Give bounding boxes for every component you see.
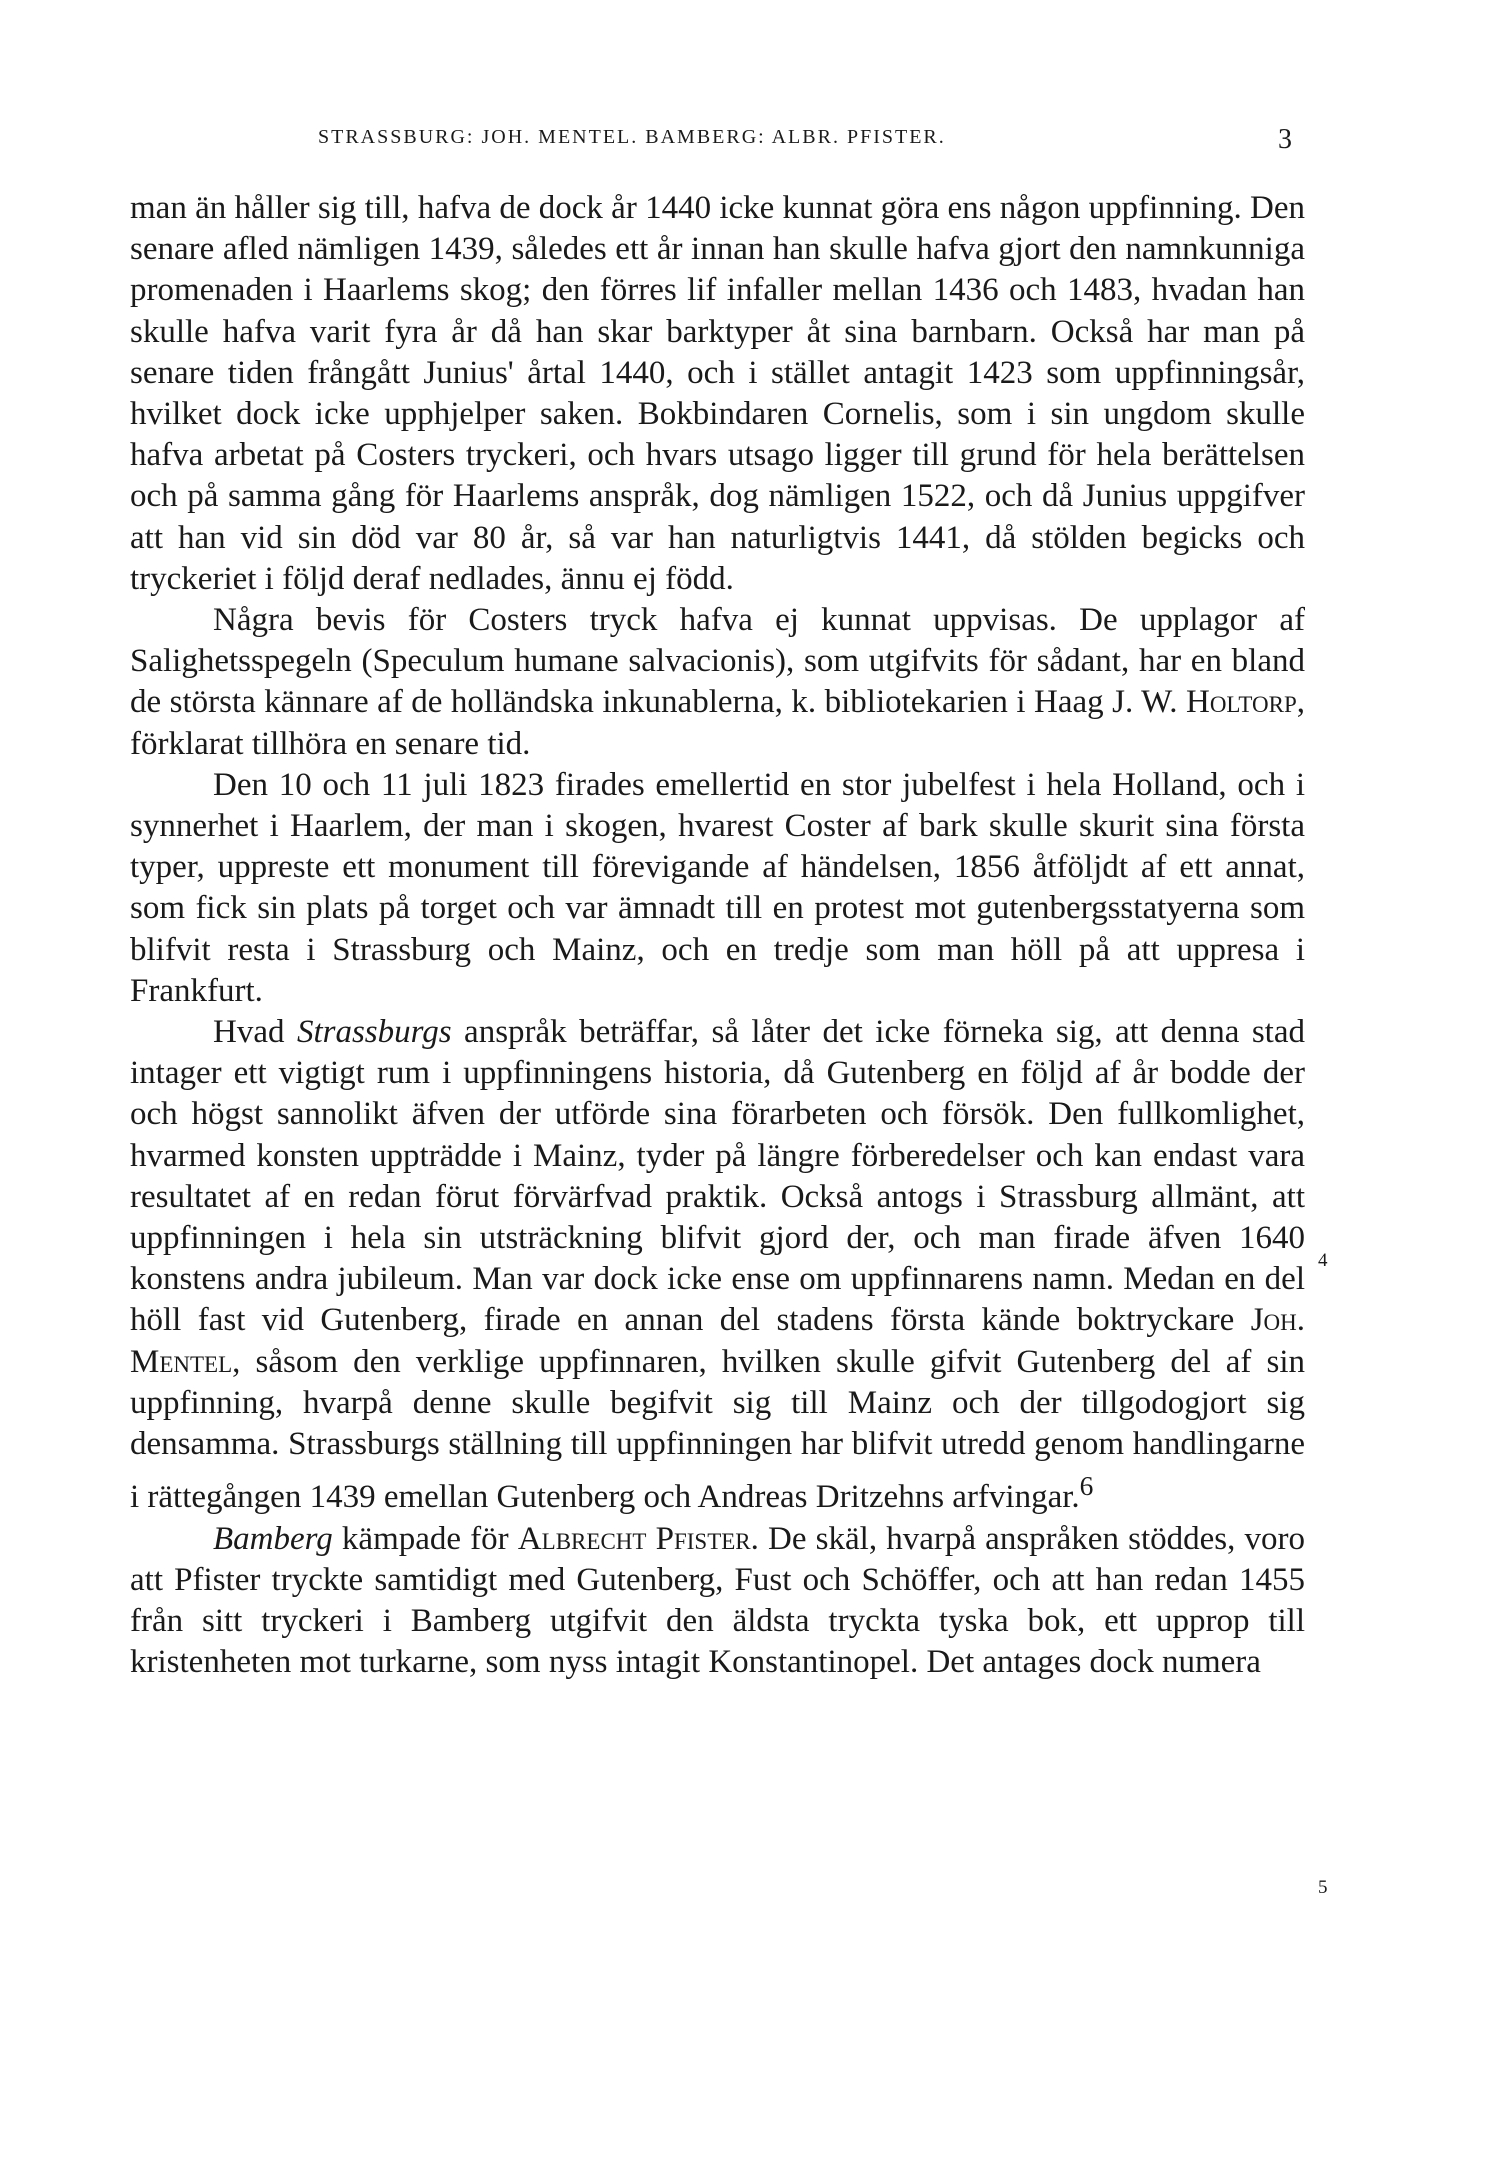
paragraph-3: Den 10 och 11 juli 1823 firades emellertid en stor jubelfest i hela Holland, och i synnerhet i Haarlem, der man i skogen, hvarest Coster af bark skulle skurit sina första typer, uppreste ett monument till förevigande af händelsen, 1856 åtföljdt af ett annat, som fick sin plats på torget och var ämnadt till en protest mot gutenbergsstatyerna som blifvit resta i Strassburg och Mainz, och en tredje som man höll på att uppresa i Frankfurt. [130,766,1305,1009]
running-head: STRASSBURG: JOH. MENTEL. BAMBERG: ALBR. PFISTER. [318,126,946,148]
paragraph-4-text-a: Hvad [213,1014,297,1051]
place-name-strassburgs: Strassburgs [296,1014,452,1051]
margin-note-5: 5 [1318,1877,1328,1898]
person-name-mentel: Joh. Mentel [130,1302,1305,1380]
paragraph-5-text-a: kämpade för [332,1520,518,1557]
place-name-bamberg: Bamberg [213,1520,333,1557]
page-number: 3 [1278,124,1292,155]
paragraph-5-text-b: . De skäl, hvarpå anspråken stöddes, voro att Pfister tryckte samtidigt med Gutenberg, Fust och Schöffer, och att han redan 1455 från sitt tryckeri i Bamberg utgifvit den äldsta tryckta tyska bok, ett upprop till kristenheten mot turkarne, som nyss intagit Konstantinopel. Det antages dock numera [130,1520,1305,1681]
paragraph-4-text-c: , såsom den verklige uppfinnaren, hvilken skulle gifvit Gutenberg del af sin uppfinning, hvarpå denne skulle begifvit sig till Mainz och der tillgodogjort sig densamma. Strassburgs ställning till uppfinningen har blifvit utredd genom handlingarne i rättegången 1439 emellan Gutenberg och Andreas Dritzehns arfvingar. [130,1343,1305,1516]
paragraph-2-text-b: , förklarat tillhöra en senare tid. [130,684,1305,762]
paragraph-2 [130,600,1305,765]
paragraph-1: man än håller sig till, hafva de dock år 1440 icke kunnat göra ens någon uppfinning. Den senare afled nämligen 1439, således ett år innan han skulle hafva gjort den namnkunniga promenaden i Haarlems skog; den förres lif infaller mellan 1436 och 1483, hvadan han skulle hafva varit fyra år då han skar barktyper åt sina barnbarn. Också har man på senare tiden frångått Junius' årtal 1440, och i stället antagit 1423 som uppfinningsår, hvilket dock icke upphjelper saken. Bokbindaren Cornelis, som i sin ungdom skulle hafva arbetat på Costers tryckeri, och hvars utsago ligger till grund för hela berättelsen och på samma gång för Haarlems anspråk, dog nämligen 1522, och då Junius uppgifver att han vid sin död var 80 år, så var han naturligtvis 1441, då stölden begicks och tryckeriet i följd deraf nedlades, ännu ej född. [130,190,1305,597]
body-text [130,188,1305,1683]
margin-note-4: 4 [1318,1250,1328,1271]
paragraph-5 [130,1519,1305,1684]
paragraph-4-text-b: anspråk beträffar, så låter det icke förneka sig, att denna stad intager ett vigtigt rum i uppfinningens historia, då Gutenberg en följd af år bodde der och högst sannolikt äfven der utförde sina förarbeten och försök. Den fullkomlighet, hvarmed konsten uppträdde i Mainz, tyder på längre förberedelser och kan endast vara resultatet af en redan förut förvärfvad praktik. Också antogs i Strassburg allmänt, att uppfinningen i hela sin utsträckning blifvit gjord der, och man firade äfven 1640 konstens andra jubileum. Man var dock icke ense om uppfinnarens namn. Medan en del höll fast vid Gutenberg, firade en annan del stadens första kände boktryckare [130,1014,1305,1339]
footnote-ref: 6 [1079,1470,1094,1502]
paragraph-2-text-a: Några bevis för Costers tryck hafva ej kunnat uppvisas. De upplagor af Salighetsspegeln (Speculum humane salvacionis), som utgifvits för sådant, har en bland de största kännare af de holländska inkunablerna, k. bibliotekarien i Haag J. W. [130,602,1305,721]
person-name-holtorp: Holtorp [1185,684,1297,721]
person-name-pfister: Albrecht Pfister [517,1520,751,1557]
paragraph-4 [130,1012,1305,1518]
